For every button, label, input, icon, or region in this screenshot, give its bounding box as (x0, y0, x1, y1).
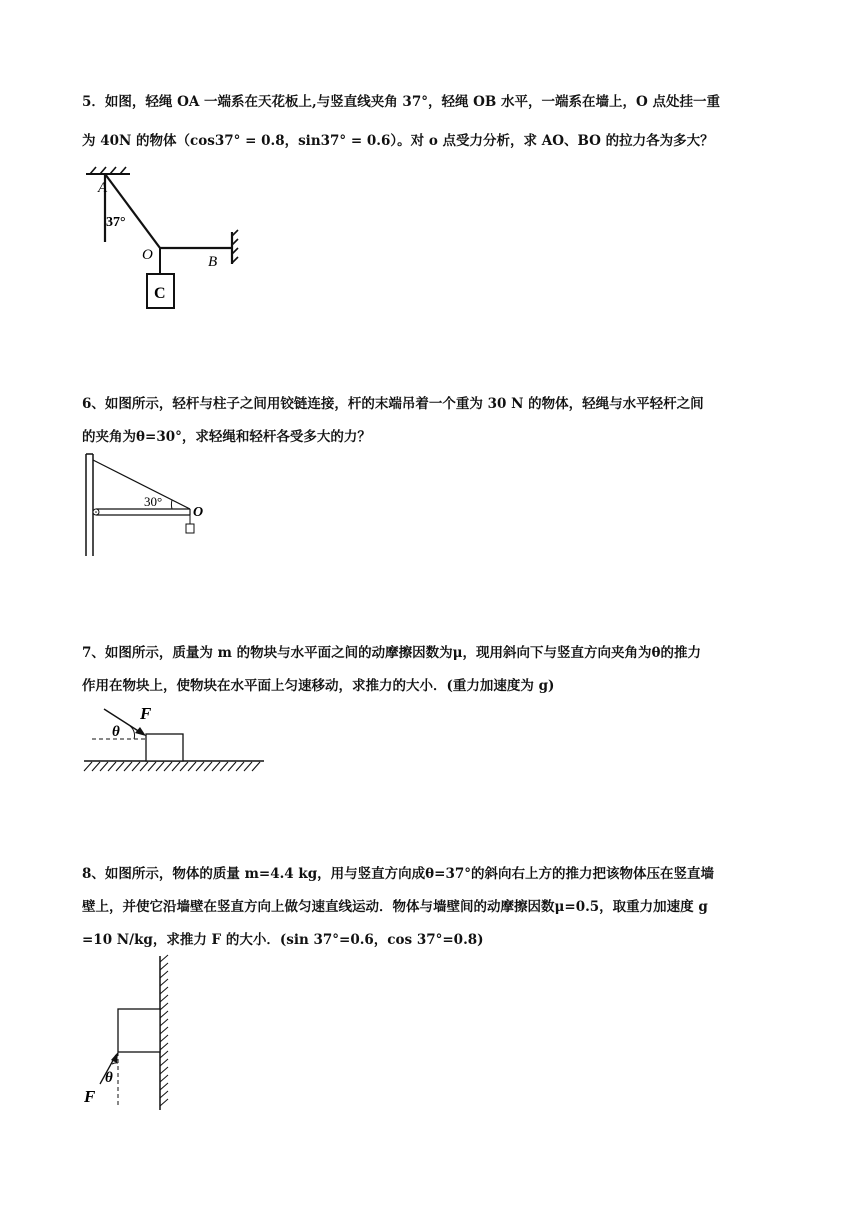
question-5-line-2: 为 40N 的物体（cos37° = 0.8，sin37° = 0.6）。对 o 点受力分析，求 AO、BO 的拉力各为多大？ (82, 133, 714, 149)
question-7-figure (80, 700, 270, 778)
question-7 (82, 637, 782, 703)
question-8 (82, 858, 782, 957)
label-f: F (140, 704, 152, 723)
question-7-line-2: 作用在物块上，使物块在水平面上匀速移动，求推力的大小．(重力加速度为 g) (82, 678, 555, 694)
question-8-line-3: =10 N/kg，求推力 F 的大小．(sin 37°=0.6，cos 37°=0.8) (82, 932, 484, 948)
question-6-line-1: 6、如图所示，轻杆与柱子之间用铰链连接，杆的末端吊着一个重为 30 N 的物体，轻绳与水平轻杆之间 (82, 396, 704, 412)
question-5-line-1: 5．如图，轻绳 OA 一端系在天花板上,与竖直线夹角 37°，轻绳 OB 水平，一端系在墙上，O 点处挂一重 (82, 94, 720, 110)
question-6-figure (80, 452, 220, 562)
label-theta: θ (105, 1070, 113, 1086)
question-8-line-1: 8、如图所示，物体的质量 m=4.4 kg，用与竖直方向成θ=37°的斜向右上方的推力把该物体压在竖直墙 (82, 866, 715, 882)
label-a: A (98, 180, 108, 196)
label-theta: θ (112, 724, 120, 740)
label-c: C (154, 285, 166, 302)
question-5-figure (80, 166, 250, 316)
label-f: F (84, 1087, 96, 1106)
label-o: O (193, 505, 204, 520)
question-6 (82, 388, 782, 454)
label-angle-37: 37° (106, 215, 126, 230)
question-8-line-2: 壁上，并使它沿墙壁在竖直方向上做匀速直线运动．物体与墙壁间的动摩擦因数μ=0.5，取重力加速度 g (82, 899, 708, 915)
question-8-figure (78, 952, 178, 1114)
label-angle-30: 30° (144, 494, 163, 509)
label-b: B (208, 254, 218, 270)
question-7-line-1: 7、如图所示，质量为 m 的物块与水平面之间的动摩擦因数为μ，现用斜向下与竖直方向夹角为θ的推力 (82, 645, 701, 661)
label-o: O (142, 247, 153, 263)
question-5 (82, 86, 782, 158)
question-6-line-2: 的夹角为θ=30°，求轻绳和轻杆各受多大的力？ (82, 429, 371, 445)
